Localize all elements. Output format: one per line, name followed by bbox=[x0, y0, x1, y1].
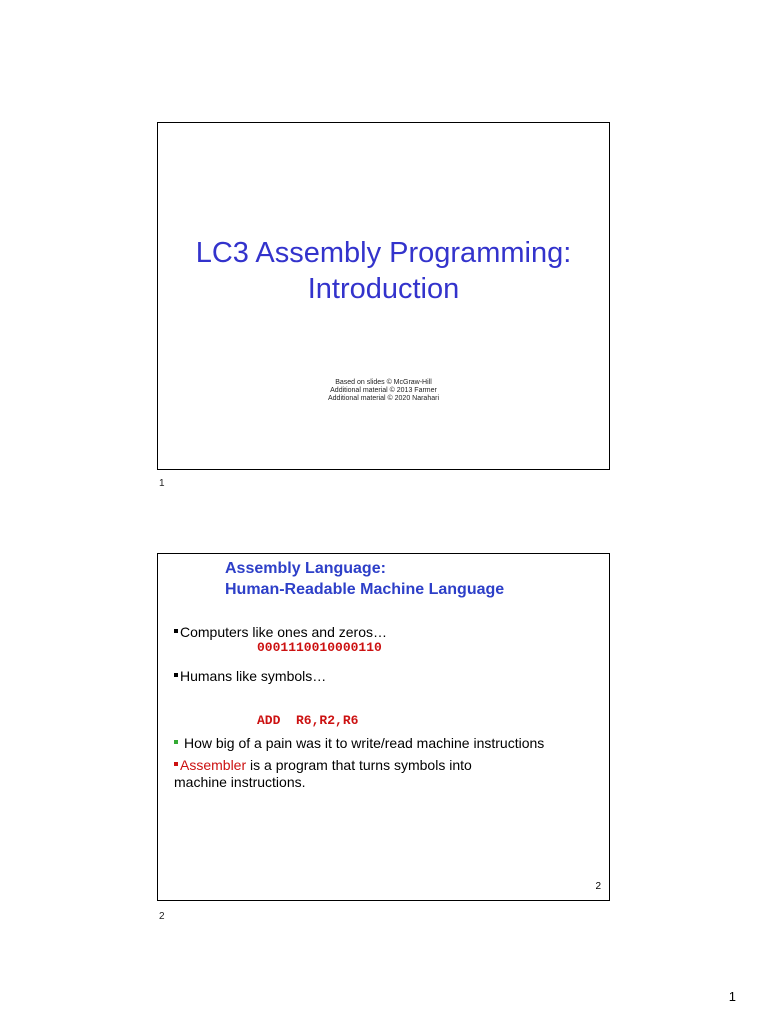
red-bullet-icon bbox=[174, 762, 178, 766]
bullet-humans: Humans like symbols… bbox=[174, 668, 326, 685]
slide-2-title bbox=[225, 558, 504, 600]
slide-1-below-number: 1 bbox=[159, 478, 165, 489]
slide-1-title-line2: Introduction bbox=[307, 273, 460, 305]
binary-code: 0001110010000110 bbox=[257, 640, 382, 655]
slide-1-title bbox=[158, 235, 609, 307]
slide-2-title-line1: Assembly Language: bbox=[225, 560, 386, 577]
bullet-assembler: Assembler is a program that turns symbols into machine instructions. bbox=[174, 757, 472, 790]
bullet-square-icon bbox=[174, 673, 178, 677]
assembler-word: Assembler bbox=[180, 757, 247, 773]
slide-2-number: 2 bbox=[595, 881, 601, 892]
bullet-pain: How big of a pain was it to write/read machine instructions bbox=[174, 735, 544, 752]
slide-1-credits bbox=[158, 379, 609, 403]
credit-line-3: Additional material © 2020 Narahari bbox=[328, 395, 439, 402]
slide-2-title-line2: Human-Readable Machine Language bbox=[225, 581, 505, 598]
assembly-code: ADD R6,R2,R6 bbox=[257, 713, 359, 728]
credit-line-2: Additional material © 2013 Farmer bbox=[330, 387, 437, 394]
slide-1 bbox=[157, 122, 610, 470]
slide-2-below-number: 2 bbox=[159, 911, 165, 922]
credit-line-1: Based on slides © McGraw-Hill bbox=[335, 379, 432, 386]
slide-1-title-line1: LC3 Assembly Programming: bbox=[195, 237, 572, 269]
green-bullet-icon bbox=[174, 740, 178, 744]
slide-2 bbox=[157, 553, 610, 901]
bullet-computers: Computers like ones and zeros… bbox=[174, 624, 387, 641]
bullet-square-icon bbox=[174, 629, 178, 633]
bullet-assembler-line2: machine instructions. bbox=[174, 774, 306, 790]
page-number: 1 bbox=[728, 989, 736, 1004]
